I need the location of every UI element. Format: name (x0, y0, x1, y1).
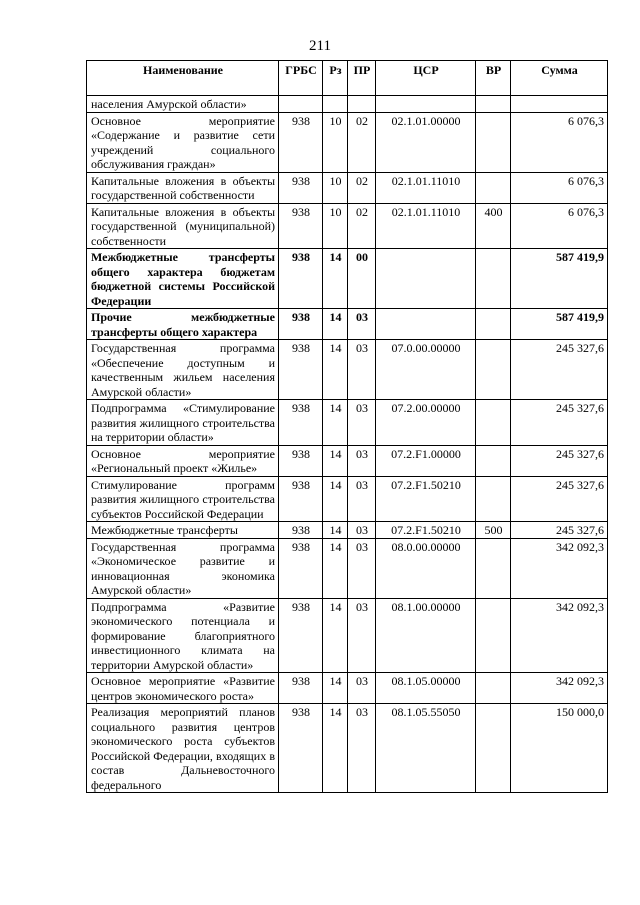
cell-name: Государственная программа «Экономическое развитие и инновационная экономика Амурской области» (87, 538, 279, 598)
cell-grbs: 938 (279, 203, 323, 249)
cell-grbs (279, 96, 323, 113)
cell-pr: 03 (348, 476, 376, 522)
cell-pr: 03 (348, 704, 376, 793)
cell-sum: 245 327,6 (511, 522, 608, 539)
cell-pr: 02 (348, 172, 376, 203)
cell-csr: 08.1.05.55050 (376, 704, 476, 793)
cell-vr (476, 340, 511, 400)
cell-rz: 14 (323, 538, 348, 598)
cell-name: населения Амурской области» (87, 96, 279, 113)
cell-grbs: 938 (279, 522, 323, 539)
cell-rz: 14 (323, 673, 348, 704)
cell-pr: 03 (348, 445, 376, 476)
cell-sum: 342 092,3 (511, 538, 608, 598)
cell-rz: 14 (323, 400, 348, 446)
cell-rz: 10 (323, 112, 348, 172)
cell-sum: 245 327,6 (511, 340, 608, 400)
cell-grbs: 938 (279, 249, 323, 309)
cell-name: Капитальные вложения в объекты государственной собственности (87, 172, 279, 203)
cell-vr (476, 400, 511, 446)
table-row (87, 340, 608, 400)
cell-csr: 08.1.00.00000 (376, 598, 476, 673)
cell-name: Основное мероприятие «Региональный проект «Жилье» (87, 445, 279, 476)
cell-vr: 500 (476, 522, 511, 539)
cell-vr (476, 538, 511, 598)
cell-name: Стимулирование программ развития жилищного строительства субъектов Российской Федерации (87, 476, 279, 522)
cell-csr: 02.1.01.11010 (376, 172, 476, 203)
cell-grbs: 938 (279, 112, 323, 172)
cell-csr (376, 249, 476, 309)
table-body (87, 96, 608, 793)
cell-pr (348, 96, 376, 113)
cell-pr: 03 (348, 522, 376, 539)
cell-grbs: 938 (279, 340, 323, 400)
cell-pr: 03 (348, 340, 376, 400)
table-row (87, 400, 608, 446)
cell-csr: 07.2.F1.00000 (376, 445, 476, 476)
table-row (87, 112, 608, 172)
cell-vr (476, 172, 511, 203)
table-row (87, 538, 608, 598)
cell-csr: 02.1.01.00000 (376, 112, 476, 172)
cell-rz: 14 (323, 476, 348, 522)
cell-vr (476, 673, 511, 704)
cell-csr: 07.2.F1.50210 (376, 476, 476, 522)
cell-pr: 00 (348, 249, 376, 309)
cell-grbs: 938 (279, 476, 323, 522)
header-pr: ПР (348, 61, 376, 96)
cell-csr: 02.1.01.11010 (376, 203, 476, 249)
cell-grbs: 938 (279, 704, 323, 793)
cell-rz: 14 (323, 445, 348, 476)
cell-rz: 14 (323, 598, 348, 673)
cell-name: Капитальные вложения в объекты государственной (муниципальной) собственности (87, 203, 279, 249)
cell-grbs: 938 (279, 400, 323, 446)
table-row (87, 249, 608, 309)
header-csr: ЦСР (376, 61, 476, 96)
cell-sum: 245 327,6 (511, 476, 608, 522)
header-vr: ВР (476, 61, 511, 96)
cell-vr (476, 112, 511, 172)
page-number: 211 (309, 38, 331, 54)
header-grbs: ГРБС (279, 61, 323, 96)
cell-sum: 6 076,3 (511, 172, 608, 203)
cell-sum: 6 076,3 (511, 203, 608, 249)
cell-vr: 400 (476, 203, 511, 249)
cell-name: Подпрограмма «Стимулирование развития жилищного строительства на территории области» (87, 400, 279, 446)
cell-sum: 587 419,9 (511, 249, 608, 309)
cell-rz: 14 (323, 340, 348, 400)
cell-pr: 03 (348, 673, 376, 704)
cell-vr (476, 249, 511, 309)
cell-csr: 07.2.00.00000 (376, 400, 476, 446)
cell-sum: 342 092,3 (511, 598, 608, 673)
table-row (87, 522, 608, 539)
table-row (87, 172, 608, 203)
cell-grbs: 938 (279, 673, 323, 704)
cell-csr (376, 309, 476, 340)
header-rz: Рз (323, 61, 348, 96)
cell-name: Основное мероприятие «Содержание и развитие сети учреждений социального обслуживания граждан» (87, 112, 279, 172)
cell-csr: 08.0.00.00000 (376, 538, 476, 598)
table-row (87, 598, 608, 673)
cell-grbs: 938 (279, 309, 323, 340)
table-row (87, 445, 608, 476)
cell-csr: 08.1.05.00000 (376, 673, 476, 704)
cell-pr: 02 (348, 203, 376, 249)
cell-rz (323, 96, 348, 113)
cell-name: Реализация мероприятий планов социального развития центров экономического роста субъектов Российской Федерации, входящих в состав Дальневосточного федерального (87, 704, 279, 793)
cell-pr: 02 (348, 112, 376, 172)
cell-name: Основное мероприятие «Развитие центров экономического роста» (87, 673, 279, 704)
cell-csr: 07.2.F1.50210 (376, 522, 476, 539)
table-row (87, 476, 608, 522)
cell-sum: 587 419,9 (511, 309, 608, 340)
cell-vr (476, 476, 511, 522)
header-name: Наименование (87, 61, 279, 96)
cell-vr (476, 309, 511, 340)
cell-grbs: 938 (279, 172, 323, 203)
cell-pr: 03 (348, 538, 376, 598)
cell-sum (511, 96, 608, 113)
cell-rz: 14 (323, 249, 348, 309)
cell-vr (476, 704, 511, 793)
cell-name: Подпрограмма «Развитие экономического потенциала и формирование благоприятного инвестиционного климата на территории Амурской области» (87, 598, 279, 673)
cell-rz: 10 (323, 203, 348, 249)
cell-sum: 6 076,3 (511, 112, 608, 172)
cell-rz: 14 (323, 309, 348, 340)
table-row (87, 704, 608, 793)
cell-grbs: 938 (279, 598, 323, 673)
cell-name: Межбюджетные трансферты (87, 522, 279, 539)
cell-grbs: 938 (279, 538, 323, 598)
cell-csr: 07.0.00.00000 (376, 340, 476, 400)
header-sum: Сумма (511, 61, 608, 96)
cell-sum: 245 327,6 (511, 445, 608, 476)
cell-vr (476, 598, 511, 673)
table-row (87, 203, 608, 249)
cell-pr: 03 (348, 309, 376, 340)
cell-name: Прочие межбюджетные трансферты общего характера (87, 309, 279, 340)
cell-sum: 342 092,3 (511, 673, 608, 704)
cell-rz: 10 (323, 172, 348, 203)
cell-rz: 14 (323, 522, 348, 539)
cell-sum: 245 327,6 (511, 400, 608, 446)
cell-vr (476, 445, 511, 476)
cell-rz: 14 (323, 704, 348, 793)
cell-vr (476, 96, 511, 113)
cell-name: Межбюджетные трансферты общего характера бюджетам бюджетной системы Российской Федерации (87, 249, 279, 309)
table-row (87, 96, 608, 113)
cell-sum: 150 000,0 (511, 704, 608, 793)
cell-pr: 03 (348, 400, 376, 446)
table-row (87, 673, 608, 704)
header-row (87, 61, 608, 96)
cell-csr (376, 96, 476, 113)
cell-grbs: 938 (279, 445, 323, 476)
cell-name: Государственная программа «Обеспечение доступным и качественным жильем населения Амурской области» (87, 340, 279, 400)
budget-table (86, 60, 608, 793)
cell-pr: 03 (348, 598, 376, 673)
table-row (87, 309, 608, 340)
